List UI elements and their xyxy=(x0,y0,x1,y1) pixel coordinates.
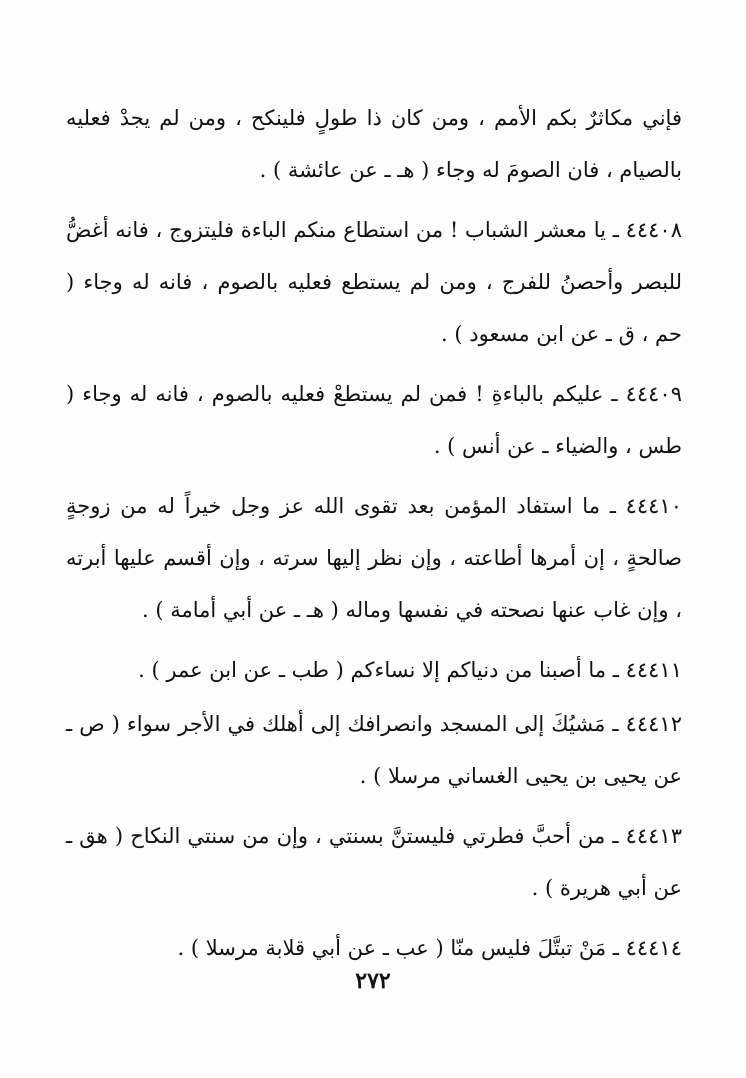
hadith-text-block xyxy=(66,92,682,982)
hadith-44410-paragraph: ٤٤٤١٠ ـ ما استفاد المؤمن بعد تقوى الله عز وجل خيراً له من زوجةٍ صالحةٍ ، إن أمرها أطاعته ، وإن نظر إليها سرته ، وإن أقسم عليها أبرته ، وإن غاب عنها نصحته في نفسها وماله ( هـ ـ عن أبي أمامة ) . xyxy=(66,494,682,622)
hadith-continuation-paragraph: فإني مكاثرٌ بكم الأمم ، ومن كان ذا طولٍ فلينكح ، ومن لم يجدْ فعليه بالصيام ، فان الصومَ له وجاء ( هـ ـ عن عائشة ) . xyxy=(66,106,682,182)
hadith-44411-paragraph: ٤٤٤١١ ـ ما أصبنا من دنياكم إلا نساءكم ( طب ـ عن ابن عمر ) . xyxy=(138,658,682,682)
hadith-44413-paragraph: ٤٤٤١٣ ـ من أحبَّ فطرتي فليستنَّ بسنتي ، وإن من سنتي النكاح ( هق ـ عن أبي هريرة ) . xyxy=(66,824,682,900)
page-number: ٢٧٢ xyxy=(355,968,391,994)
hadith-44412-paragraph: ٤٤٤١٢ ـ مَشيُكَ إلى المسجد وانصرافك إلى أهلك في الأجر سواء ( ص ـ عن يحيى بن يحيى الغساني مرسلا ) . xyxy=(66,712,682,788)
hadith-44408-paragraph: ٤٤٤٠٨ ـ يا معشر الشباب ! من استطاع منكم الباءة فليتزوج ، فانه أغضُّ للبصر وأحصنُ للفرج ، ومن لم يستطع فعليه بالصوم ، فانه له وجاء ( حم ، ق ـ عن ابن مسعود ) . xyxy=(66,218,682,346)
hadith-44414-paragraph: ٤٤٤١٤ ـ مَنْ تبتَّلَ فليس منّا ( عب ـ عن أبي قلابة مرسلا ) . xyxy=(177,936,682,960)
hadith-44409-paragraph: ٤٤٤٠٩ ـ عليكم بالباءةِ ! فمن لم يستطعْ فعليه بالصوم ، فانه له وجاء ( طس ، والضياء ـ عن أنس ) . xyxy=(66,382,682,458)
